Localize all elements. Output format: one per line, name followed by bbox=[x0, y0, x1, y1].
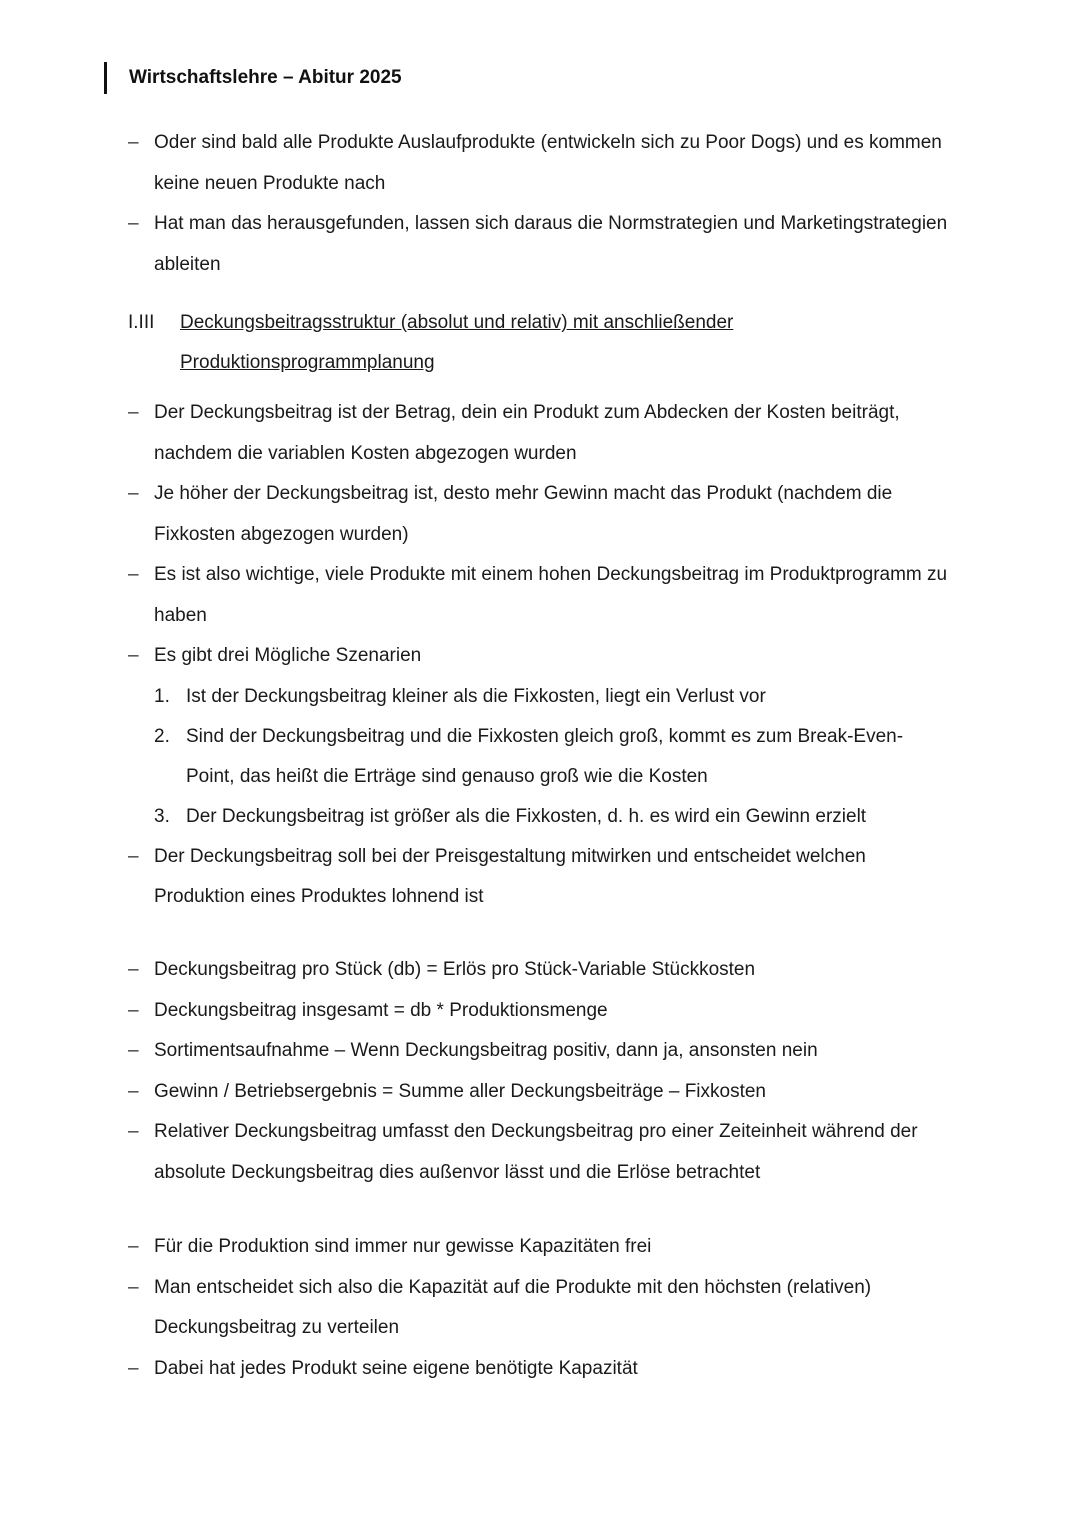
list-item bbox=[128, 991, 950, 1032]
page-header bbox=[104, 62, 402, 94]
dash-bullet-icon: – bbox=[128, 1121, 139, 1142]
list-item-text: Der Deckungsbeitrag soll bei der Preisgestaltung mitwirken und entscheidet welchen Produktion eines Produktes lohnend ist bbox=[154, 845, 866, 907]
dash-bullet-icon: – bbox=[128, 213, 139, 234]
dash-bullet-icon: – bbox=[128, 845, 139, 867]
formula-bullet-list bbox=[128, 950, 950, 1193]
scenario-number: 3. bbox=[154, 805, 170, 827]
dash-bullet-icon: – bbox=[128, 959, 139, 980]
section-title-line1: Deckungsbeitragsstruktur (absolut und relativ) mit anschließender bbox=[180, 312, 734, 333]
dash-bullet-icon: – bbox=[128, 1040, 139, 1061]
dash-bullet-icon: – bbox=[128, 999, 139, 1021]
list-item-text: Für die Produktion sind immer nur gewisse Kapazitäten frei bbox=[154, 1236, 652, 1257]
list-item-text: Je höher der Deckungsbeitrag ist, desto mehr Gewinn macht das Produkt (nachdem die Fixkosten abgezogen wurden) bbox=[154, 483, 893, 545]
dash-bullet-icon: – bbox=[128, 1236, 139, 1257]
dash-bullet-icon: – bbox=[128, 1276, 139, 1298]
list-item-text: Der Deckungsbeitrag ist der Betrag, dein ein Produkt zum Abdecken der Kosten beiträgt, nachdem die variablen Kosten abgezogen wurden bbox=[154, 402, 900, 464]
dash-bullet-icon: – bbox=[128, 1080, 139, 1102]
scenario-item bbox=[128, 677, 950, 717]
dash-bullet-icon: – bbox=[128, 645, 139, 666]
list-item bbox=[128, 950, 950, 991]
list-item bbox=[128, 393, 950, 474]
list-item-text: Relativer Deckungsbeitrag umfasst den Deckungsbeitrag pro einer Zeiteinheit während der absolute Deckungsbeitrag dies außenvor lässt und die Erlöse betrachtet bbox=[154, 1121, 918, 1183]
list-item bbox=[128, 1349, 950, 1390]
scenario-number: 1. bbox=[154, 685, 170, 707]
list-item-text: Dabei hat jedes Produkt seine eigene benötigte Kapazität bbox=[154, 1357, 638, 1379]
list-item bbox=[128, 837, 950, 918]
list-item-text: Man entscheidet sich also die Kapazität auf die Produkte mit den höchsten (relativen) Deckungsbeitrag zu verteilen bbox=[154, 1276, 872, 1338]
list-item bbox=[128, 474, 950, 555]
list-item bbox=[128, 204, 950, 285]
dash-bullet-icon: – bbox=[128, 483, 139, 504]
scenario-item bbox=[128, 717, 950, 797]
dash-bullet-icon: – bbox=[128, 132, 139, 153]
list-item-text: Sortimentsaufnahme – Wenn Deckungsbeitrag positiv, dann ja, ansonsten nein bbox=[154, 1040, 818, 1061]
list-item bbox=[128, 636, 950, 677]
list-item-text: Deckungsbeitrag pro Stück (db) = Erlös pro Stück-Variable Stückkosten bbox=[154, 959, 756, 980]
section-title-line2: Produktionsprogrammplanung bbox=[180, 352, 435, 373]
list-item bbox=[128, 1072, 950, 1113]
list-item bbox=[128, 123, 950, 204]
list-item bbox=[128, 555, 950, 636]
scenario-text: Sind der Deckungsbeitrag und die Fixkosten gleich groß, kommt es zum Break-Even-Point, das heißt die Erträge sind genauso groß wie die Kosten bbox=[186, 725, 904, 787]
dash-bullet-icon: – bbox=[128, 402, 139, 423]
section-heading bbox=[128, 303, 733, 383]
list-item-text: Hat man das herausgefunden, lassen sich daraus die Normstrategien und Marketingstrategien ableiten bbox=[154, 213, 948, 275]
list-item-text: Oder sind bald alle Produkte Auslaufprodukte (entwickeln sich zu Poor Dogs) und es kommen keine neuen Produkte nach bbox=[154, 132, 942, 194]
list-item bbox=[128, 1031, 950, 1072]
scenario-item bbox=[128, 797, 950, 837]
list-item-text: Gewinn / Betriebsergebnis = Summe aller Deckungsbeiträge – Fixkosten bbox=[154, 1080, 766, 1102]
scenario-number: 2. bbox=[154, 725, 170, 747]
list-item bbox=[128, 1227, 950, 1268]
section-number: I.III bbox=[128, 312, 155, 333]
dash-bullet-icon: – bbox=[128, 1357, 139, 1379]
scenario-text: Ist der Deckungsbeitrag kleiner als die Fixkosten, liegt ein Verlust vor bbox=[186, 685, 766, 707]
intro-bullet-list bbox=[128, 123, 950, 285]
capacity-bullet-list bbox=[128, 1227, 950, 1389]
list-item-text: Deckungsbeitrag insgesamt = db * Produktionsmenge bbox=[154, 999, 608, 1021]
list-item-text: Es ist also wichtige, viele Produkte mit einem hohen Deckungsbeitrag im Produktprogramm zu haben bbox=[154, 564, 948, 626]
deckungsbeitrag-bullet-list bbox=[128, 393, 950, 918]
dash-bullet-icon: – bbox=[128, 564, 139, 585]
list-item bbox=[128, 1112, 950, 1193]
list-item bbox=[128, 1268, 950, 1349]
scenario-text: Der Deckungsbeitrag ist größer als die Fixkosten, d. h. es wird ein Gewinn erzielt bbox=[186, 805, 867, 827]
page-title: Wirtschaftslehre – Abitur 2025 bbox=[129, 67, 402, 88]
list-item-text: Es gibt drei Mögliche Szenarien bbox=[154, 645, 422, 666]
